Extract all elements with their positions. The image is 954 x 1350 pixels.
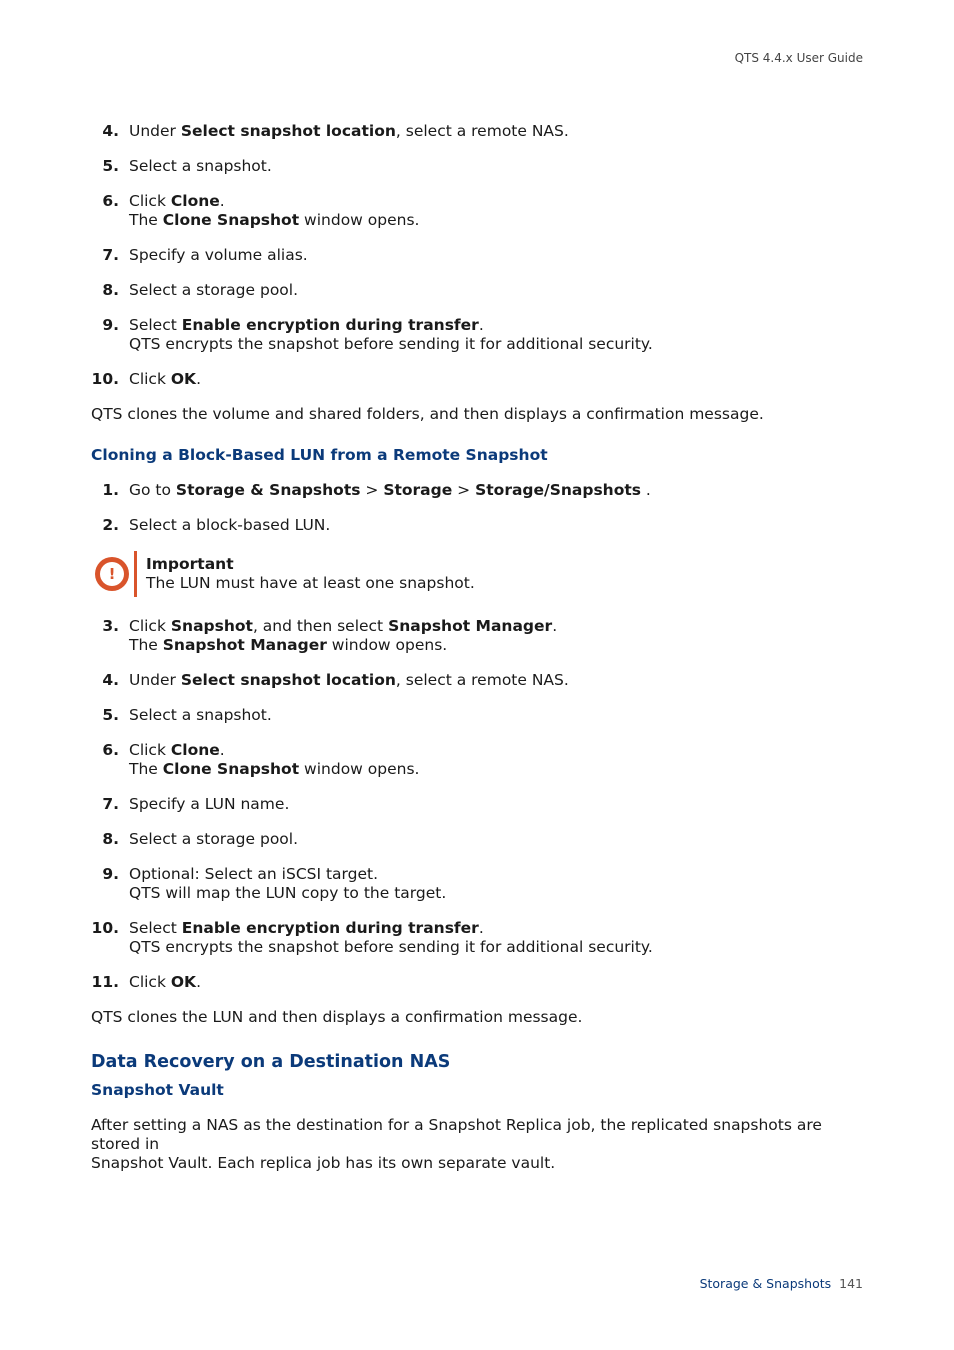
bold-term: Storage/Snapshots <box>475 481 641 499</box>
text-segment: Under <box>129 122 181 140</box>
list-item <box>91 192 871 230</box>
text-segment: . <box>478 919 484 937</box>
text-segment: Specify a LUN name. <box>129 795 290 813</box>
important-icon <box>95 557 129 591</box>
step-number: 10. <box>91 370 119 388</box>
text-segment: > <box>452 481 476 499</box>
bold-term: Enable encryption during transfer <box>181 316 479 334</box>
step-text <box>129 973 871 992</box>
text-segment: window opens. <box>299 760 420 778</box>
text-segment: . <box>219 741 225 759</box>
text-segment: Select a storage pool. <box>129 281 299 299</box>
text-segment: . <box>552 617 558 635</box>
text-segment: > <box>360 481 384 499</box>
bold-term: Enable encryption during transfer <box>181 919 479 937</box>
page-number: 141 <box>839 1276 863 1291</box>
vault-line-1: After setting a NAS as the destination for a Snapshot Replica job, the replicated snapshots are stored in <box>91 1116 822 1153</box>
list-item <box>91 919 871 957</box>
step-number: 8. <box>102 830 119 848</box>
list-item <box>91 741 871 779</box>
bold-term: Snapshot <box>170 617 253 635</box>
text-segment: Optional: Select an iSCSI target. <box>129 865 379 883</box>
list-item <box>91 481 871 500</box>
steps-list-3 <box>91 617 871 992</box>
step-number: 6. <box>102 192 119 210</box>
callout-body: The LUN must have at least one snapshot. <box>146 574 475 592</box>
text-segment: Select a storage pool. <box>129 830 299 848</box>
list-item <box>91 122 871 141</box>
page-footer <box>700 1276 863 1291</box>
step-number: 5. <box>102 706 119 724</box>
section-title-snapshot-vault: Snapshot Vault <box>91 1081 224 1099</box>
list-item <box>91 281 871 300</box>
text-segment: Go to <box>129 481 176 499</box>
section-title-clone-lun: Cloning a Block-Based LUN from a Remote Snapshot <box>91 446 548 464</box>
exclamation-glyph: ! <box>100 562 124 586</box>
bold-term: Snapshot Manager <box>388 617 553 635</box>
text-segment: Click <box>129 192 171 210</box>
step-number: 4. <box>102 671 119 689</box>
text-segment: , and then select <box>252 617 389 635</box>
list-item <box>91 865 871 903</box>
text-segment: The <box>129 636 163 654</box>
step-result <box>129 211 871 230</box>
bold-term: Clone Snapshot <box>162 760 300 778</box>
step-number: 9. <box>102 316 119 334</box>
list-item <box>91 795 871 814</box>
step-text <box>129 617 871 636</box>
list-item <box>91 830 871 849</box>
result-paragraph-2: QTS clones the LUN and then displays a confirmation message. <box>91 1008 583 1026</box>
step-text <box>129 741 871 760</box>
step-text <box>129 246 871 265</box>
list-item <box>91 706 871 725</box>
step-text <box>129 316 871 335</box>
text-segment: window opens. <box>299 211 420 229</box>
step-text <box>129 516 871 535</box>
step-text <box>129 122 871 141</box>
page-content <box>91 122 871 1195</box>
text-segment: . <box>219 192 225 210</box>
text-segment: Under <box>129 671 181 689</box>
text-segment: Click <box>129 741 171 759</box>
steps-list-1 <box>91 122 871 389</box>
callout-text <box>146 555 475 593</box>
bold-term: OK <box>170 973 197 991</box>
bold-term: Select snapshot location <box>180 122 396 140</box>
bold-term: Snapshot Manager <box>162 636 327 654</box>
step-text <box>129 281 871 300</box>
text-segment: . <box>478 316 484 334</box>
step-number: 10. <box>91 919 119 937</box>
text-segment: QTS encrypts the snapshot before sending it for additional security. <box>129 335 653 353</box>
step-text <box>129 370 871 389</box>
step-number: 11. <box>91 973 119 991</box>
bold-term: Storage <box>383 481 453 499</box>
step-text <box>129 919 871 938</box>
text-segment: . <box>196 973 201 991</box>
list-item <box>91 617 871 655</box>
step-text <box>129 671 871 690</box>
bold-term: Clone <box>170 192 220 210</box>
callout-bar <box>134 551 137 597</box>
step-text <box>129 481 871 500</box>
step-text <box>129 192 871 211</box>
chapter-title: Data Recovery on a Destination NAS <box>91 1052 451 1072</box>
text-segment: , select a remote NAS. <box>395 122 569 140</box>
callout-title: Important <box>146 555 234 573</box>
step-number: 3. <box>102 617 119 635</box>
step-result <box>129 760 871 779</box>
text-segment: Specify a volume alias. <box>129 246 308 264</box>
step-result <box>129 636 871 655</box>
text-segment: . <box>641 481 651 499</box>
vault-line-2: Snapshot Vault. Each replica job has its own separate vault. <box>91 1154 556 1172</box>
bold-term: Storage & Snapshots <box>175 481 361 499</box>
list-item <box>91 671 871 690</box>
step-number: 6. <box>102 741 119 759</box>
vault-paragraph <box>91 1116 871 1173</box>
list-item <box>91 246 871 265</box>
step-number: 5. <box>102 157 119 175</box>
step-number: 7. <box>102 246 119 264</box>
footer-section: Storage & Snapshots <box>699 1276 832 1291</box>
text-segment: Select a snapshot. <box>129 706 272 724</box>
list-item <box>91 973 871 992</box>
running-header: QTS 4.4.x User Guide <box>734 51 863 65</box>
text-segment: . <box>196 370 201 388</box>
bold-term: Clone Snapshot <box>162 211 300 229</box>
step-result <box>129 884 871 903</box>
text-segment: The <box>129 760 163 778</box>
step-text <box>129 795 871 814</box>
list-item <box>91 316 871 354</box>
step-number: 9. <box>102 865 119 883</box>
step-number: 4. <box>102 122 119 140</box>
text-segment: Select a snapshot. <box>129 157 272 175</box>
text-segment: QTS encrypts the snapshot before sending it for additional security. <box>129 938 653 956</box>
step-text <box>129 706 871 725</box>
step-result <box>129 938 871 957</box>
text-segment: Select <box>129 316 182 334</box>
text-segment: Click <box>129 617 171 635</box>
bold-term: Clone <box>170 741 220 759</box>
result-paragraph-1: QTS clones the volume and shared folders, and then displays a confirmation message. <box>91 405 764 423</box>
text-segment: The <box>129 211 163 229</box>
text-segment: Select a block-based LUN. <box>129 516 331 534</box>
list-item <box>91 516 871 535</box>
step-text <box>129 830 871 849</box>
step-number: 1. <box>102 481 119 499</box>
step-text <box>129 157 871 176</box>
important-callout <box>91 551 871 599</box>
bold-term: Select snapshot location <box>180 671 396 689</box>
step-number: 7. <box>102 795 119 813</box>
text-segment: Click <box>129 370 171 388</box>
bold-term: OK <box>170 370 197 388</box>
step-number: 2. <box>102 516 119 534</box>
steps-list-2 <box>91 481 871 535</box>
step-result <box>129 335 871 354</box>
text-segment: window opens. <box>326 636 448 654</box>
step-number: 8. <box>102 281 119 299</box>
step-text <box>129 865 871 884</box>
text-segment: Click <box>129 973 171 991</box>
text-segment: QTS will map the LUN copy to the target. <box>129 884 447 902</box>
text-segment: Select <box>129 919 182 937</box>
text-segment: , select a remote NAS. <box>395 671 569 689</box>
list-item <box>91 157 871 176</box>
list-item <box>91 370 871 389</box>
